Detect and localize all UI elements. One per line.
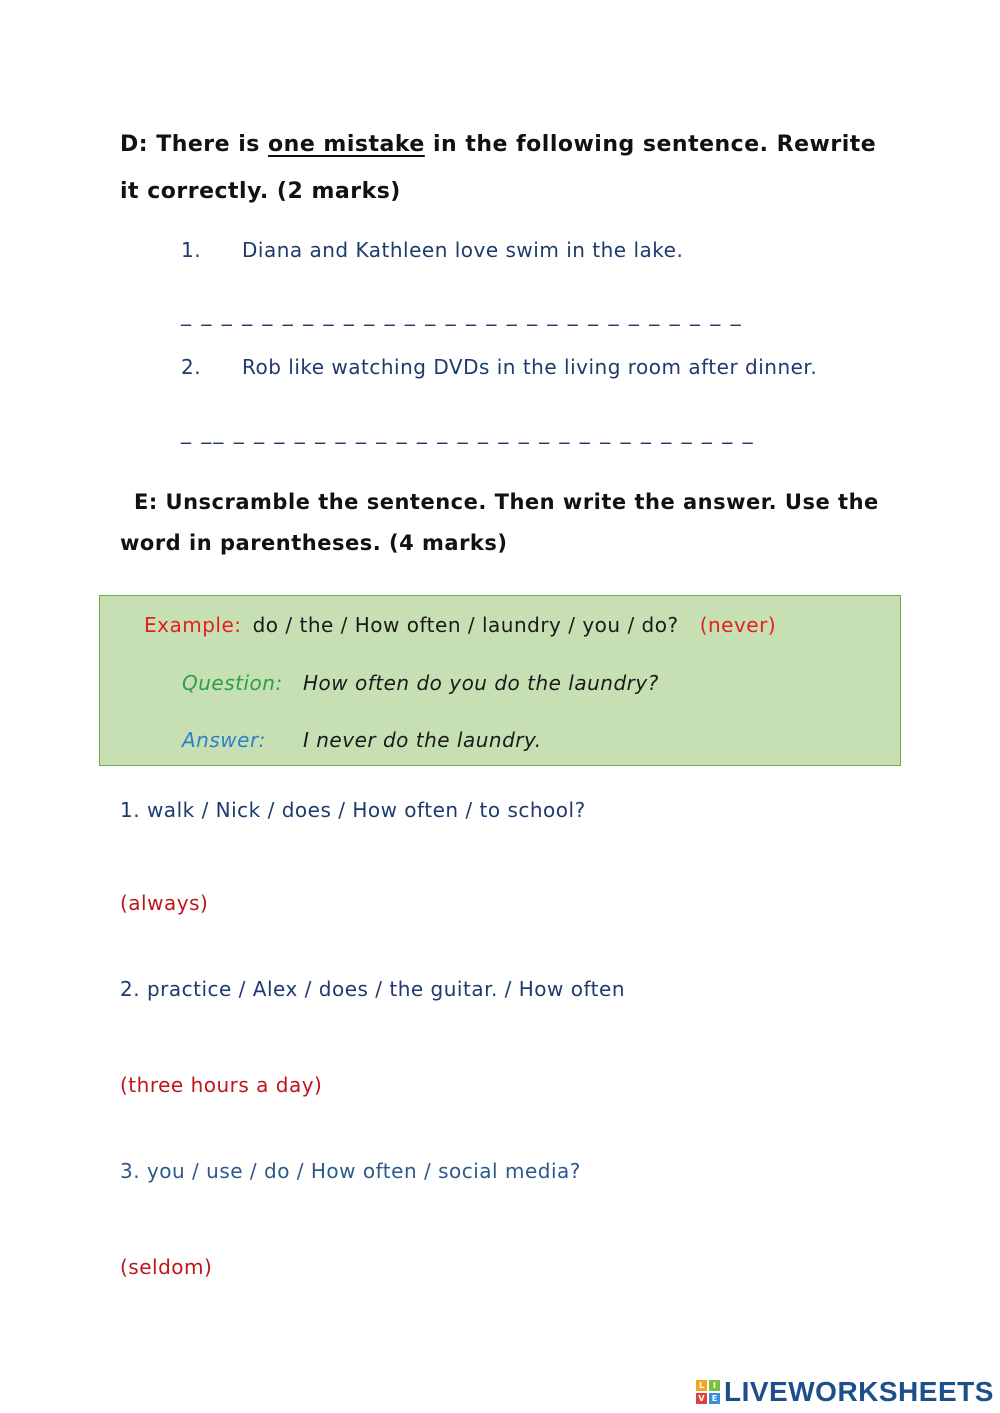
section-d-heading-underlined: one mistake — [268, 132, 425, 157]
section-e-item-3-scramble: you / use / do / How often / social media? — [146, 1159, 581, 1183]
section-d-item-1-answer-line[interactable]: _ _ _ _ _ _ _ _ _ _ _ _ _ _ _ _ _ _ _ _ _ _ _ _ _ _ _ _ — [181, 302, 743, 326]
liveworksheets-brand-name: LIVEWORKSHEETS — [724, 1376, 994, 1407]
liveworksheets-logo-icon — [696, 1380, 720, 1404]
logo-cell-e: E — [709, 1393, 720, 1404]
section-e-heading: E: Unscramble the sentence. Then write the answer. Use the — [134, 490, 879, 514]
example-answer: I never do the laundry. — [303, 728, 542, 752]
section-d-item-1-text: Diana and Kathleen love swim in the lake. — [242, 238, 684, 262]
section-e-item-2-number: 2. — [120, 977, 141, 1001]
logo-cell-v: V — [696, 1393, 707, 1404]
section-e-item-3-word: (seldom) — [120, 1255, 213, 1279]
section-d-item-2-text: Rob like watching DVDs in the living room after dinner. — [242, 355, 818, 379]
section-e-item-3 — [120, 1159, 581, 1183]
section-e-item-1-word: (always) — [120, 891, 209, 915]
section-d-heading — [120, 132, 876, 157]
example-scramble: do / the / How often / laundry / you / do? — [252, 613, 679, 637]
example-word: (never) — [699, 613, 777, 637]
logo-cell-i: I — [709, 1380, 720, 1391]
liveworksheets-logo — [696, 1376, 994, 1408]
example-question: How often do you do the laundry? — [303, 671, 659, 695]
section-d-item-2-number: 2. — [181, 355, 202, 379]
section-e-item-1-scramble: walk / Nick / does / How often / to school? — [146, 798, 586, 822]
section-d-item-1-number: 1. — [181, 238, 202, 262]
section-d-heading-pre: D: There is — [120, 132, 260, 157]
example-label: Example: — [144, 613, 242, 637]
example-question-label: Question: — [182, 671, 283, 695]
section-d-heading-post: in the following sentence. Rewrite — [432, 132, 877, 157]
section-e-heading-line2: word in parentheses. (4 marks) — [120, 531, 508, 555]
example-row — [144, 613, 776, 637]
logo-cell-l: L — [696, 1380, 707, 1391]
example-answer-label: Answer: — [182, 728, 266, 752]
section-e-item-3-number: 3. — [120, 1159, 141, 1183]
section-d-item-2-answer-line[interactable]: _ __ _ _ _ _ _ _ _ _ _ _ _ _ _ _ _ _ _ _ _ _ _ _ _ _ _ _ — [181, 420, 755, 444]
section-e-item-2-scramble: practice / Alex / does / the guitar. / How often — [146, 977, 626, 1001]
section-d-heading-line2: it correctly. (2 marks) — [120, 179, 401, 204]
section-e-item-1-number: 1. — [120, 798, 141, 822]
section-e-item-1 — [120, 798, 586, 822]
section-e-item-2-word: (three hours a day) — [120, 1073, 323, 1097]
section-e-item-2 — [120, 977, 625, 1001]
